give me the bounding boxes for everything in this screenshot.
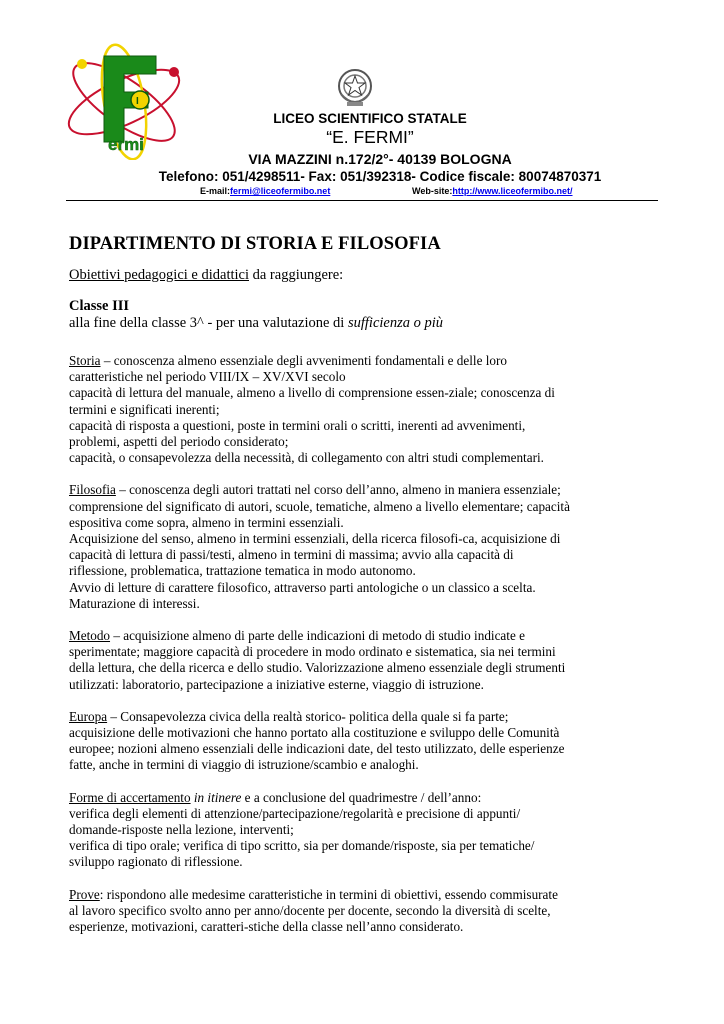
school-address: VIA MAZZINI n.172/2°- 40139 BOLOGNA (248, 151, 512, 167)
paragraph-line: capacità di risposta a questioni, poste in termini orali o scritti, inerenti ad avvenimenti, (69, 417, 526, 433)
section-filosofia (69, 482, 654, 612)
paragraph-line: europee; nozioni almeno essenziali delle indicazioni date, del testo utilizzato, delle esperienze (69, 741, 565, 757)
web-label: Web-site: (412, 186, 453, 196)
objectives-lead: Obiettivi pedagogici e didattici (69, 267, 249, 283)
paragraph-line: comprensione del significato di autori, scuole, tematiche, almeno a livello elementare; capacità (69, 498, 570, 514)
classe-title: Classe III (69, 298, 130, 314)
classe-subtitle-em: sufficienza o più (347, 315, 444, 331)
document-body (69, 232, 654, 951)
paragraph-line: Europa – Consapevolezza civica della realtà storico- politica della quale si fa parte; (69, 708, 509, 724)
classe-block (69, 298, 654, 332)
paragraph-line: verifica di tipo orale; verifica di tipo scritto, sia per domande/risposte, sia per tematiche/ (69, 838, 535, 854)
paragraph-line: termini e significati inerenti; (69, 401, 220, 417)
section-europa (69, 709, 654, 774)
paragraph-line: capacità, o consapevolezza della necessità, di collegamento con altri studi complementari. (69, 450, 544, 466)
paragraph-line: Storia – conoscenza almeno essenziale degli avvenimenti fondamentali e delle loro (69, 353, 507, 368)
school-name: “E. FERMI” (326, 127, 414, 147)
email-link[interactable]: fermi@liceofermibo.net (230, 186, 331, 196)
paragraph-line: Prove: rispondono alle medesime caratteristiche in termini di obiettivi, essendo commisurate (69, 886, 558, 902)
filosofia-label: Filosofia (69, 482, 116, 498)
paragraph-line: caratteristiche nel periodo VIII/IX – XV/XVI secolo (69, 369, 346, 385)
paragraph-line: esperienze, motivazioni, caratteri-stiche della classe nell’anno considerato. (69, 919, 464, 935)
paragraph-line: sviluppo ragionato di riflessione. (69, 854, 243, 870)
svg-text:I: I (136, 96, 139, 107)
objectives-rest: da raggiungere: (249, 267, 344, 283)
paragraph-line: Acquisizione del senso, almeno in termini essenziali, della ricerca filosofi-ca, acquisizione di (69, 531, 561, 547)
school-contacts: Telefono: 051/4298511- Fax: 051/392318- Codice fiscale: 80074870371 (158, 169, 602, 184)
paragraph-line: problemi, aspetti del periodo considerato; (69, 434, 289, 450)
paragraph-line: della lettura, che della ricerca e dello studio. Valorizzazione almeno essenziale degli strumenti (69, 660, 566, 676)
objectives-heading (69, 266, 654, 284)
section-prove (69, 887, 654, 936)
header-divider (66, 200, 658, 201)
section-accertamento (69, 790, 654, 871)
paragraph-line: espositiva come sopra, almeno in termini essenziali. (69, 514, 344, 530)
contact-links (200, 186, 620, 196)
svg-text:ermi: ermi (108, 135, 144, 154)
paragraph-line: sperimentate; maggiore capacità di procedere in modo ordinato e sistematica, sia nei termini (69, 644, 556, 660)
paragraph-line: acquisizione delle motivazioni che hanno portato alla costituzione e sviluppo delle Comunità (69, 725, 560, 741)
metodo-label: Metodo (69, 628, 111, 644)
paragraph-line: Metodo – acquisizione almeno di parte delle indicazioni di metodo di studio indicate e (69, 628, 525, 644)
europa-label: Europa (69, 708, 108, 724)
accertamento-label: Forme di accertamento (69, 789, 191, 805)
email-label: E-mail: (200, 186, 231, 196)
paragraph-line: domande-risposte nella lezione, interventi; (69, 822, 294, 838)
republic-emblem-icon (335, 66, 375, 110)
storia-label: Storia (69, 353, 101, 368)
paragraph-line: Forme di accertamento in itinere e a conclusione del quadrimestre / dell’anno: (69, 789, 482, 805)
school-type: LICEO SCIENTIFICO STATALE (273, 111, 467, 126)
paragraph-line: utilizzati: laboratorio, partecipazione a iniziative esterne, viaggio di istruzione. (69, 676, 484, 692)
section-metodo (69, 628, 654, 693)
paragraph-line: riflessione, problematica, trattazione tematica in modo autonomo. (69, 563, 416, 579)
paragraph-line: Maturazione di interessi. (69, 595, 200, 611)
paragraph-line: verifica degli elementi di attenzione/partecipazione/regolarità e precisione di appunti/ (69, 805, 521, 821)
paragraph-line: capacità di lettura del manuale, almeno a livello di comprensione essen-ziale; conoscenza di (69, 385, 555, 401)
paragraph-line: Filosofia – conoscenza degli autori trattati nel corso dell’anno, almeno in maniera essenziale; (69, 482, 561, 498)
paragraph-line: Avvio di letture di carattere filosofico, attraverso parti antologiche o un classico a scelta. (69, 579, 536, 595)
paragraph-line: capacità di lettura di passi/testi, almeno in termini di massima; avvio alla capacità di (69, 547, 514, 563)
page-title: DIPARTIMENTO DI STORIA E FILOSOFIA (69, 234, 441, 254)
paragraph-line: fatte, anche in termini di viaggio di istruzione/scambio e analoghi. (69, 757, 419, 773)
paragraph-line: al lavoro specifico svolto anno per anno/docente per docente, secondo la diversità di scelte, (69, 902, 551, 918)
section-storia (69, 353, 654, 466)
classe-subtitle: alla fine della classe 3^ - per una valutazione di (69, 315, 348, 331)
prove-label: Prove (69, 886, 100, 902)
website-link[interactable]: http://www.liceofermibo.net/ (452, 186, 573, 196)
